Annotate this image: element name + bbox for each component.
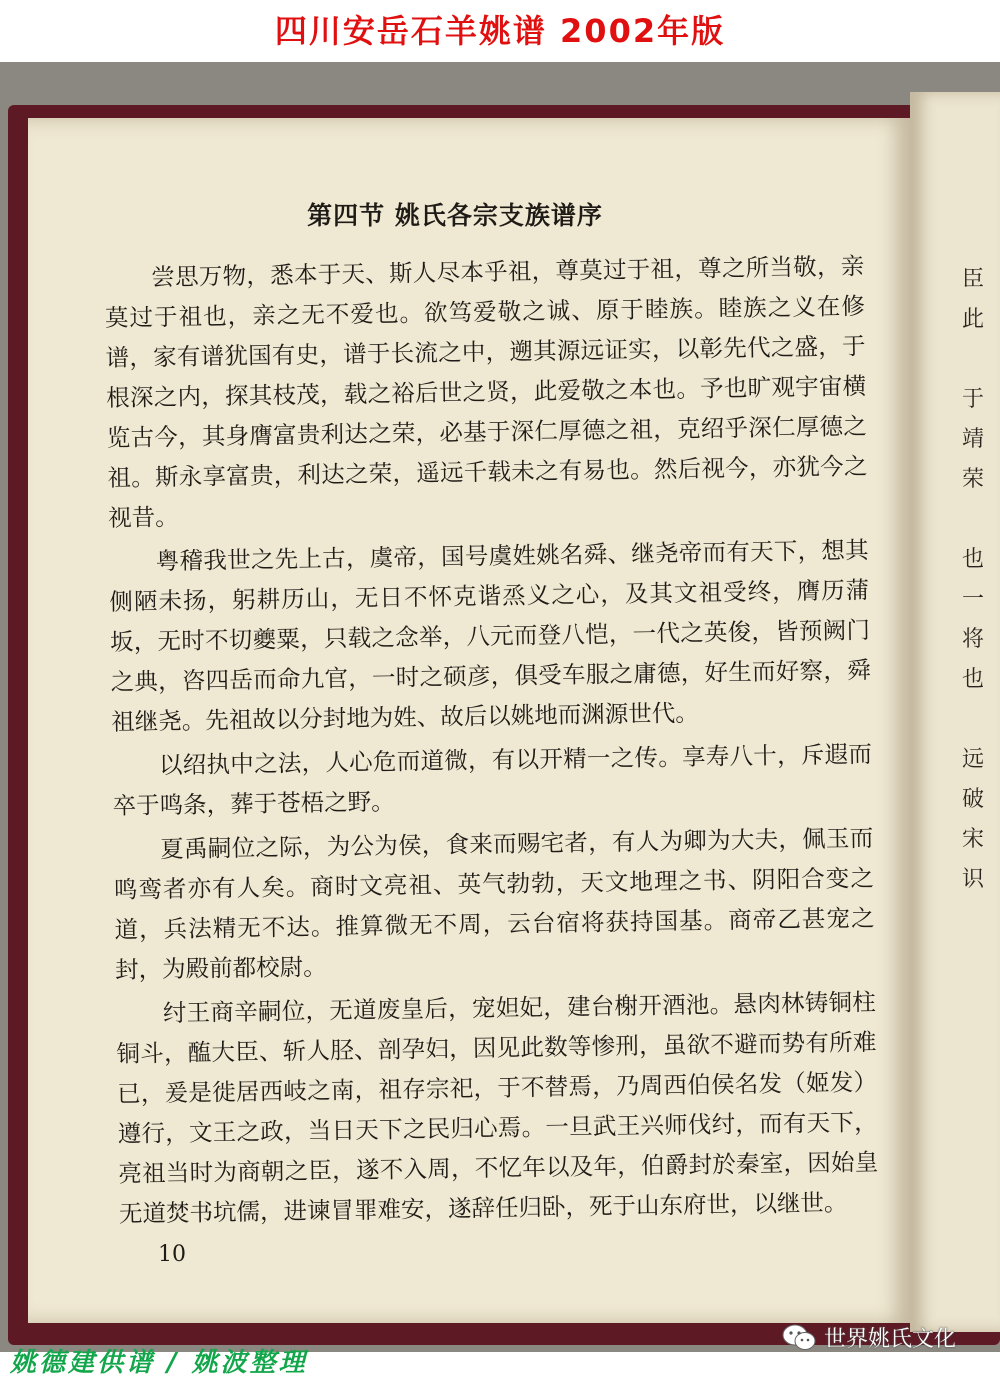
fragment: 将 (962, 627, 985, 652)
fragment: 远 (962, 747, 985, 772)
fragment: 臣 (962, 267, 985, 292)
wechat-icon (782, 1323, 816, 1353)
fragment: 宋 (962, 827, 985, 852)
fragment: 一 (962, 587, 985, 612)
fragment: 于 (962, 387, 985, 412)
fragment: 此 (962, 307, 985, 332)
paragraph: 以绍执中之法，人心危而道微，有以开精一之传。享寿八十，斥遐而卒于鸣条，葬于苍梧之野。 (112, 740, 873, 820)
footer-credit: 姚德建供谱 / 姚波整理 (10, 1348, 308, 1378)
wechat-account-name: 世界姚氏文化 (824, 1327, 957, 1352)
fragment: 破 (962, 787, 985, 812)
fragment: 靖 (962, 427, 985, 452)
fragment: 荣 (962, 467, 985, 492)
page-number: 10 (158, 1242, 186, 1267)
banner-title: 四川安岳石羊姚谱 2002年版 (274, 12, 726, 50)
fragment: 也 (962, 547, 985, 572)
paragraph: 纣王商辛嗣位，无道废皇后，宠妲妃，建台榭开酒池。悬肉林铸铜柱铜斗，醢大臣、斩人胫、剖孕妇，因见此数等惨刑，虽欲不避而势有所难已，爰是徙居西岐之南，祖存宗祀，于不替焉，乃周西伯侯名发（姬发）遵行，文王之政，当日天下之民归心焉。一旦武王兴师伐纣，而有天下，亮祖当时为商朝之臣，遂不入周，不忆年以及年，伯爵封於秦室，因始皇无道焚书坑儒，进谏冒罪难安，遂辞任归卧，死于山东府世，以继世。 (116, 987, 879, 1228)
body-text (104, 246, 879, 1238)
section-title: 第四节 姚氏各宗支族谱序 (307, 201, 603, 230)
right-page-fragments (962, 260, 1000, 900)
fragment: 识 (962, 867, 985, 892)
paragraph: 夏禹嗣位之际，为公为侯，食来而赐宅者，有人为卿为大夫，佩玉而鸣鸾者亦有人矣。商时文亮祖、英气勃勃，天文地理之书、阴阳合变之道，兵法精无不达。推算微无不周，云台宿将获持国基。商帝乙甚宠之封，为殿前都校尉。 (113, 823, 875, 984)
fragment: 也 (962, 667, 985, 692)
paragraph: 尝思万物，悉本于天、斯人尽本乎祖，尊莫过于祖，尊之所当敬，亲莫过于祖也，亲之无不爱也。欲笃爱敬之诚、原于睦族。睦族之义在修谱，家有谱犹国有史，谱于长流之中，遡其源远证实，以彰先代之盛，于根深之内，探其枝茂，载之裕后世之贤，此爱敬之本也。予也旷观宇宙横览古今，其身膺富贵利达之荣，必基于深仁厚德之祖，克绍乎深仁厚德之祖。斯永享富贵，利达之荣，遥远千载未之有易也。然后视今，亦犹今之视昔。 (104, 252, 868, 532)
paragraph: 粤稽我世之先上古，虞帝，国号虞姓姚名舜、继尧帝而有天下，想其侧陋未扬，躬耕历山，无日不怀克谐烝义之心，及其文祖受终，膺历蒲坂，无时不切夔粟，只载之念举，八元而登八恺，一代之英俊，皆预阙门之典，咨四岳而命九官，一时之硕彦，俱受车服之庸德，好生而好察，舜祖继尧。先祖故以分封地为姓、故后以姚地而渊源世代。 (109, 536, 871, 736)
wechat-badge[interactable] (782, 1322, 956, 1353)
